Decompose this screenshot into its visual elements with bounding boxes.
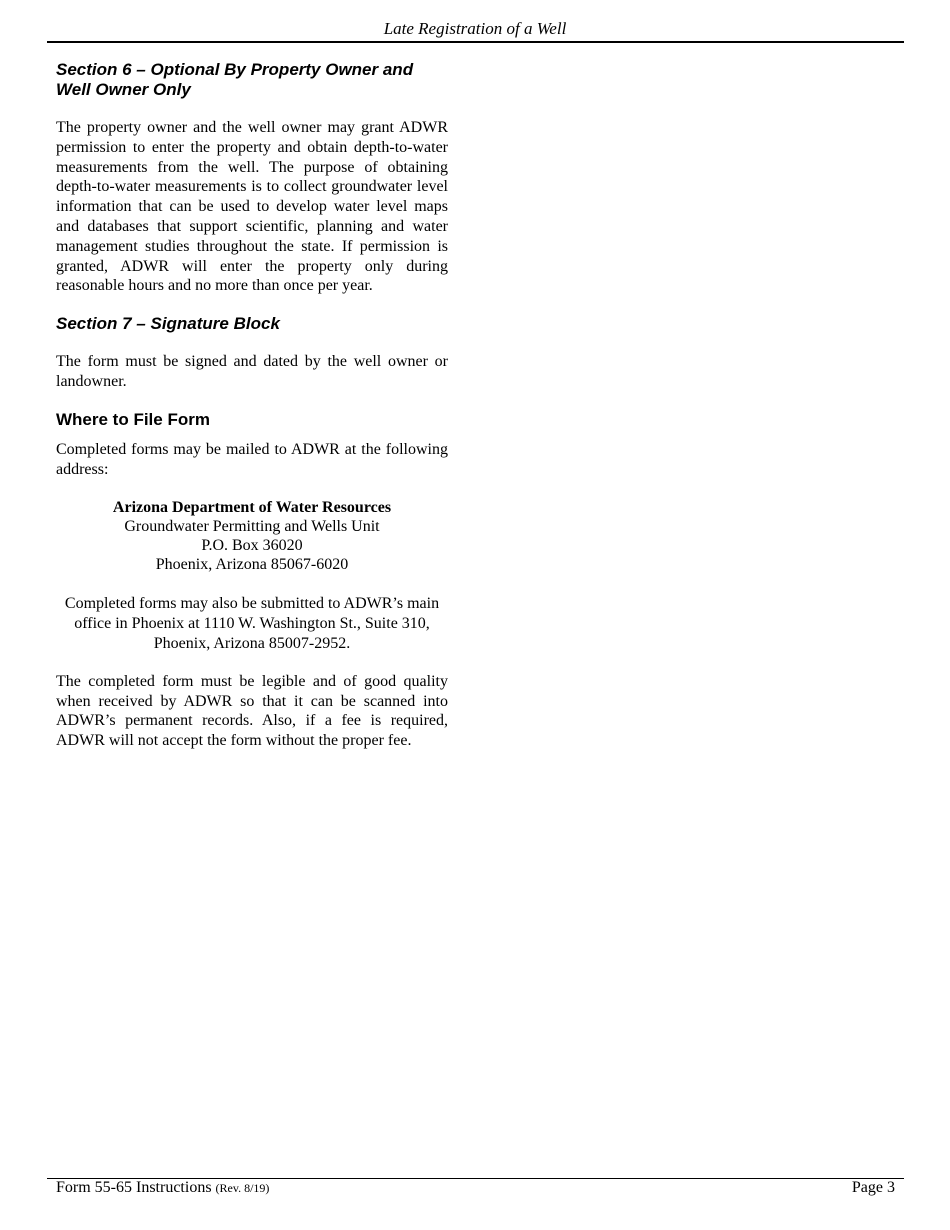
where-to-file-heading: Where to File Form xyxy=(56,409,210,429)
footer-form-label xyxy=(56,1178,269,1198)
mailing-address xyxy=(56,498,448,574)
address-city: Phoenix, Arizona 85067-6020 xyxy=(155,556,349,574)
section-6-heading: Section 6 – Optional By Property Owner and Well Owner Only xyxy=(56,60,414,99)
section-6-body: The property owner and the well owner may grant ADWR permission to enter the property and obtain depth-to-water measurements from the well. The purpose of obtaining depth-to-water measurements is to collect groundwater level information that can be used to develop water level maps and databases that support scientific, planning and water management studies throughout the state. If permission is granted, ADWR will enter the property only during reasonable hours and no more than once per year. xyxy=(56,119,448,295)
section-7-heading: Section 7 – Signature Block xyxy=(56,314,280,334)
section-7-body: The form must be signed and dated by the well owner or landowner. xyxy=(56,353,448,390)
footer-form-name: Form 55-65 Instructions xyxy=(56,1179,212,1196)
content-column xyxy=(56,60,448,751)
footer-page-number: Page 3 xyxy=(851,1179,895,1196)
where-to-file-intro: Completed forms may be mailed to ADWR at the following address: xyxy=(56,440,448,478)
page-header-title: Late Registration of a Well xyxy=(383,19,567,38)
address-org: Arizona Department of Water Resources xyxy=(112,499,392,517)
header-divider xyxy=(47,41,904,43)
closing-paragraph: The completed form must be legible and of good quality when received by ADWR so that it can be scanned into ADWR’s permanent records. Also, if a fee is required, ADWR will not accept the form without the proper fee. xyxy=(56,672,448,750)
address-unit: Groundwater Permitting and Wells Unit xyxy=(124,518,380,536)
office-note: Completed forms may also be submitted to ADWR’s main office in Phoenix at 1110 W. Washington St., Suite 310, Phoenix, Arizona 85007-2952. xyxy=(64,595,440,652)
address-po-box: P.O. Box 36020 xyxy=(201,537,303,555)
footer-revision: (Rev. 8/19) xyxy=(215,1181,270,1195)
